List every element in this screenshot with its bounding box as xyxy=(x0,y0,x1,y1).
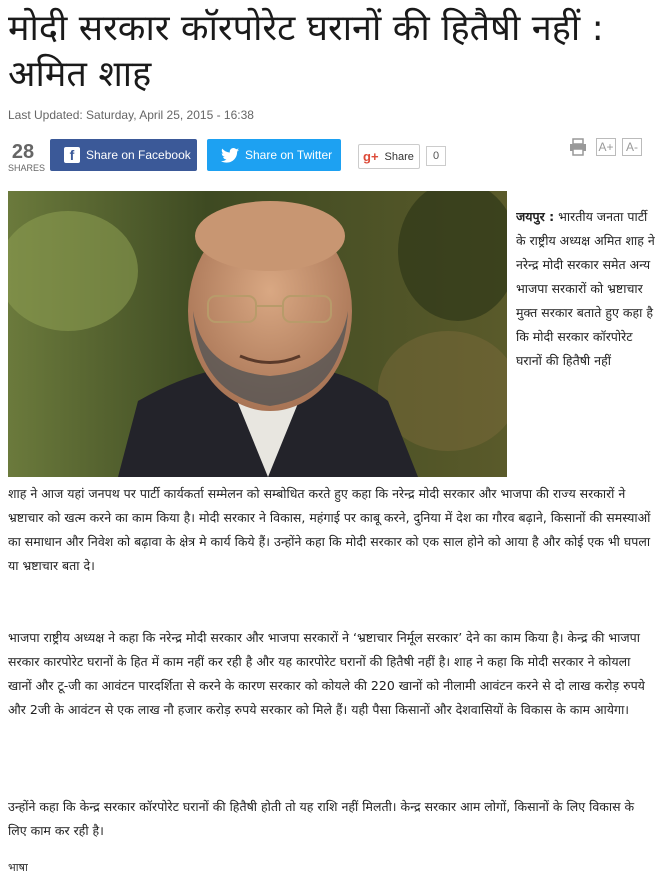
share-twitter-label: Share on Twitter xyxy=(245,148,333,162)
share-count-label: SHARES xyxy=(8,163,46,173)
dateline: जयपुर : xyxy=(516,209,555,224)
last-updated: Last Updated: Saturday, April 25, 2015 - 16:38 xyxy=(8,108,254,122)
google-plus-icon: g+ xyxy=(363,149,379,164)
font-decrease-button[interactable]: A- xyxy=(622,138,642,156)
article-source: भाषा xyxy=(8,861,28,874)
article-paragraph-1: शाह ने आज यहां जनपथ पर पार्टी कार्यकर्ता सम्मेलन को सम्बोधित करते हुए कहा कि नरेन्द्र मोदी सरकार और भाजपा की राज्य सरकारों ने भ्रष्टाचार को खत्म करने का काम किया है। मोदी सरकार ने विकास, महंगाई पर काबू करने, दुनिया में देश का गौरव बढ़ाने, किसानों की समस्याओं का समाधान और निवेश को बढ़ावा के क्षेत्र मे कार्य किये हैं। उन्होंने कहा कि मोदी सरकार को एक साल होने को आया है और कोई एक भी घपला या भ्रष्टाचार बता दे। xyxy=(8,486,651,573)
facebook-icon: f xyxy=(64,147,80,163)
article-paragraph-3: उन्होंने कहा कि केन्द्र सरकार कॉरपोरेट घरानों की हितैषी होती तो यह राशि नहीं मिलती। केन्द्र सरकार आम लोगों, किसानों के लिए विकास के लिए काम कर रही है। xyxy=(8,799,635,838)
article-photo xyxy=(8,191,507,477)
article-paragraph-2: भाजपा राष्ट्रीय अध्यक्ष ने कहा कि नरेन्द्र मोदी सरकार और भाजपा सरकारों ने ‘भ्रष्टाचार निर्मूल सरकार’ देने का काम किया है। केन्द्र की भाजपा सरकार कारपोरेट घरानों के हित में काम नहीं कर रही है और यह कारपोरेट घरानों की हितैषी नहीं है। शाह ने कहा कि मोदी सरकार ने कोयला खानों और टू-जी का आवंटन पारदर्शिता से करने के कारण सरकार को कोयले की 220 खानों को नीलामी आवंटन करने से दो लाख करोड़ रुपये और 2जी के आवंटन से एक लाख नौ हजार करोड़ रुपये सरकार को मिले हैं। यही पैसा किसानों और देशवासियों के विकास के काम आयेगा। xyxy=(8,630,645,717)
share-gplus-label: Share xyxy=(384,150,414,163)
twitter-icon xyxy=(221,148,239,163)
article-title: मोदी सरकार कॉरपोरेट घरानों की हितैषी नहीं : अमित शाह xyxy=(8,8,604,95)
share-facebook-button[interactable] xyxy=(50,139,197,171)
print-icon[interactable] xyxy=(569,138,587,161)
gplus-count: 0 xyxy=(426,146,446,166)
article-intro xyxy=(516,205,656,477)
font-increase-button[interactable]: A+ xyxy=(596,138,616,156)
share-twitter-button[interactable] xyxy=(207,139,341,171)
share-count xyxy=(8,141,46,173)
share-facebook-label: Share on Facebook xyxy=(86,148,191,162)
share-count-number: 28 xyxy=(11,141,35,163)
share-gplus-button[interactable] xyxy=(358,144,420,169)
intro-text: भारतीय जनता पार्टी के राष्ट्रीय अध्यक्ष अमित शाह ने नरेन्द्र मोदी सरकार समेत अन्य भाजपा सरकारों को भ्रष्टाचार मुक्त सरकार बताते हुए कहा है कि मोदी सरकार कॉरपोरेट घरानों की हितैषी नहीं xyxy=(516,209,655,368)
